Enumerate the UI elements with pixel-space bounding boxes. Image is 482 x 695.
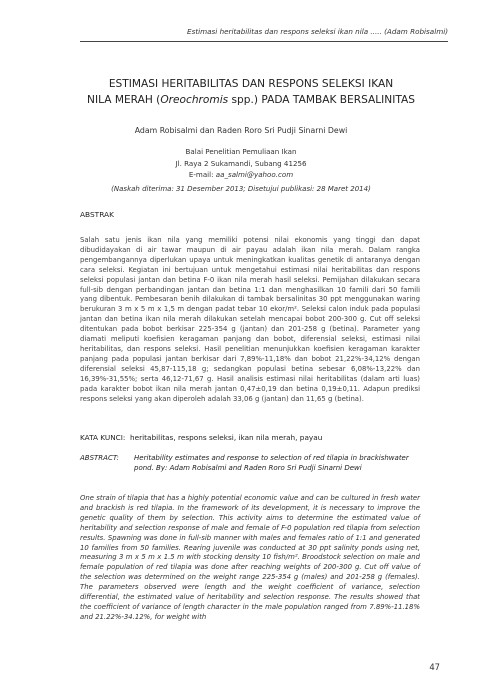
keywords-terms: heritabilitas, respons seleksi, ikan nila merah, payau [130, 433, 323, 442]
header-rule [80, 41, 448, 42]
title-species: Oreochromis [160, 94, 229, 106]
authors: Adam Robisalmi dan Raden Roro Sri Pudji Sinarni Dewi [134, 126, 348, 135]
affiliation [0, 146, 482, 181]
submission-dates: (Naskah diterima: 31 Desember 2013; Disetujui publikasi: 28 Maret 2014) [111, 185, 371, 193]
keywords [80, 433, 420, 442]
abstract-header [80, 453, 420, 474]
abstrak-heading: ABSTRAK [80, 210, 114, 219]
keywords-label: KATA KUNCI: [80, 433, 126, 442]
affiliation-email-line [0, 169, 482, 181]
abstract-label: ABSTRACT: [80, 454, 119, 462]
title-line-2-suffix: spp.) PADA TAMBAK BERSALINITAS [228, 94, 415, 106]
abstract-title: Heritability estimates and response to selection of red tilapia in brackishwater pond. By: Adam Robisalmi and Raden Roro Sri Pudji Sinarni Dewi [134, 454, 409, 473]
email-label: E-mail: [188, 170, 216, 180]
abstract-body: One strain of tilapia that has a highly potential economic value and can be cultured in fresh water and brackish is red tilapia. In the framework of its development, it is necessary to improve the genetic quality of them by selection. This activity aims to determine the estimated value of heritability and selection response of male and female of F-0 population red tilapia from selection results. Spawning was done in full-sib manner with males and females ratio of 1:1 and generated 10 families from 50 families. Rearing juvenile was conducted at 30 ppt salinity ponds using net, measuring 3 m x 5 m x 1.5 m with stocking density 10 fish/m². Broodstock selection on male and female population of red tilapia was done after reaching weights of 200-300 g. Cut off value of the selection was determined on the weight range 225-354 g (males) and 201-258 g (females). The parameters observed were length and the weight coefficient of variance, selection differential, the estimated value of heritability and selection response. The results showed that the coefficient of variance of length character in the male population ranged from 7.89%-11.18% and 21.22%-34.12%, for weight with [80, 494, 420, 621]
running-header: Estimasi heritabilitas dan respons seleksi ikan nila ..... (Adam Robisalmi) [187, 27, 448, 36]
article-title [60, 76, 442, 108]
title-line-2-prefix: NILA MERAH ( [87, 94, 161, 106]
affiliation-institution: Balai Penelitian Pemuliaan Ikan [185, 147, 297, 156]
email-address: aa_salmi@yahoo.com [215, 170, 294, 180]
affiliation-address: Jl. Raya 2 Sukamandi, Subang 41256 [175, 158, 307, 168]
page-number: 47 [429, 662, 440, 672]
abstrak-body: Salah satu jenis ikan nila yang memiliki potensi nilai ekonomis yang tinggi dan dapat dibudidayakan di air tawar maupun di air payau adalah ikan nila merah. Dalam rangka pengembangannya diperlukan upaya untuk meningkatkan kualitas genetik di antaranya dengan cara seleksi. Kegiatan ini bertujuan untuk mengetahui estimasi nilai heritabilitas dan respons seleksi populasi jantan dan betina F-0 ikan nila merah hasil seleksi. Pemijahan dilakukan secara full-sib dengan perbandingan jantan dan betina 1:1 dan menghasilkan 10 famili dari 50 famili yang dibentuk. Pembesaran benih dilakukan di tambak bersalinitas 30 ppt menggunakan waring berukuran 3 m x 5 m x 1,5 m dengan padat tebar 10 ekor/m². Seleksi calon induk pada populasi jantan dan betina ikan nila merah dilakukan setelah mencapai bobot 200-300 g. Cut off seleksi ditentukan pada bobot berkisar 225-354 g (jantan) dan 201-258 g (betina). Parameter yang diamati meliputi koefisien keragaman panjang dan bobot, diferensial seleksi, estimasi nilai heritabilitas, dan respons seleksi. Hasil penelitian menunjukkan koefisien keragaman karakter panjang pada populasi jantan berkisar dari 7,89%-11,18% dan bobot 21,22%-34,12% dengan diferensial seleksi 45,87-115,18 g; sedangkan populasi betina sebesar 6,08%-13,22% dan 16,39%-31,55%; serta 46,12-71,67 g. Hasil analisis estimasi nilai heritabilitas (dalam arti luas) pada karakter bobot ikan nila merah jantan 0,47±0,19 dan betina 0,19±0,11. Adapun prediksi respons seleksi yang akan diperoleh adalah 33,06 g (jantan) dan 11,65 g (betina). [80, 236, 420, 403]
title-line-1: ESTIMASI HERITABILITAS DAN RESPONS SELEKSI IKAN [108, 78, 394, 90]
title-line-2 [60, 92, 442, 108]
